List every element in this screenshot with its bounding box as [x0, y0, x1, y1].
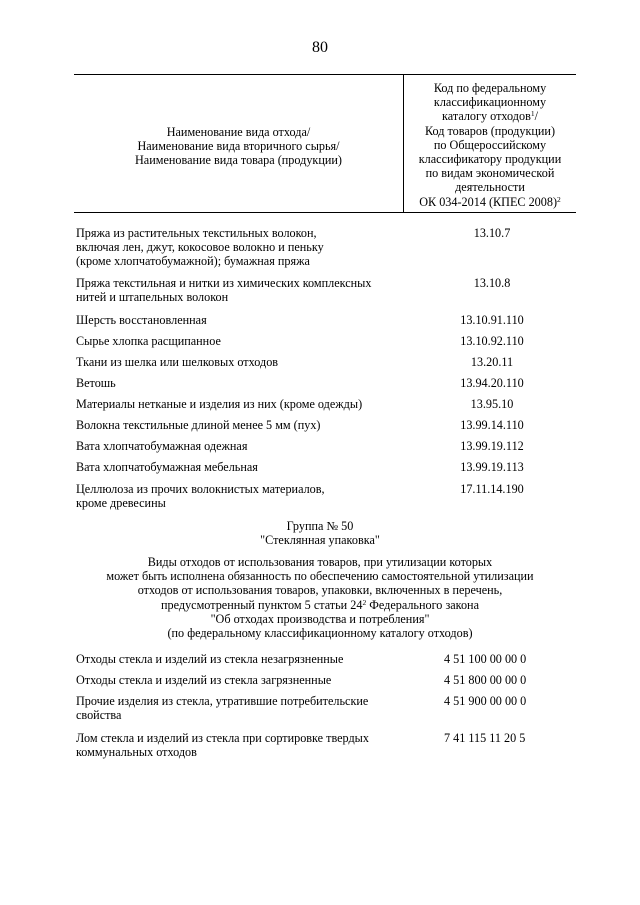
row-name [76, 334, 402, 348]
row-name-line: Вата хлопчатобумажная одежная [76, 439, 248, 453]
row-code: 13.95.10 [470, 397, 514, 411]
row-code: 13.10.8 [473, 276, 511, 290]
description-text: Федерального закона [366, 597, 479, 612]
row-code: 4 51 900 00 00 0 [444, 694, 527, 708]
row-name-line: Вата хлопчатобумажная мебельная [76, 460, 258, 474]
row-name-line: Отходы стекла и изделий из стекла загрязненные [76, 673, 332, 687]
row-name-line: Лом стекла и изделий из стекла при сортировке твердых [76, 731, 369, 745]
table-header [74, 74, 576, 213]
row-code: 13.99.14.110 [460, 418, 524, 432]
footnote-marker: 1 [530, 109, 535, 119]
row-code: 4 51 800 00 00 0 [444, 673, 527, 687]
row-code: 13.10.92.110 [460, 334, 524, 348]
row-code: 7 41 115 11 20 5 [444, 731, 526, 745]
row-name-line: нитей и штапельных волокон [76, 290, 229, 305]
group-title: Группа № 50 [286, 519, 354, 533]
row-name [76, 460, 402, 474]
header-code-line [404, 195, 576, 209]
description-line: отходов от использования товаров, упаковки, включенных в перечень, [137, 583, 503, 598]
row-code: 13.99.19.112 [460, 439, 524, 453]
row-name-line: Прочие изделия из стекла, утратившие потребительские [76, 694, 369, 708]
row-code: 4 51 100 00 00 0 [444, 652, 527, 666]
row-name-line: Пряжа текстильная и нитки из химических комплексных [76, 276, 372, 290]
row-code: 13.94.20.110 [460, 376, 524, 390]
description-line: может быть исполнена обязанность по обеспечению самостоятельной утилизации [106, 569, 534, 584]
header-name-line: Наименование вида товара (продукции) [135, 153, 342, 168]
row-name [76, 313, 402, 327]
row-name-line: коммунальных отходов [76, 745, 197, 760]
row-name [76, 731, 402, 759]
header-name-line: Наименование вида вторичного сырья/ [137, 139, 340, 154]
row-name [76, 376, 402, 390]
header-code-line: по видам экономической [425, 166, 555, 181]
row-code: 13.99.19.113 [460, 460, 524, 474]
row-name-line: Сырье хлопка расщипанное [76, 334, 221, 348]
row-name-line: Материалы нетканые и изделия из них (кроме одежды) [76, 397, 363, 411]
header-code-column [404, 81, 576, 209]
row-name-line: Волокна текстильные длиной менее 5 мм (пух) [76, 418, 321, 432]
description-line [0, 598, 640, 612]
row-name-line: кроме древесины [76, 496, 166, 511]
row-name-line: Ветошь [76, 376, 116, 390]
row-name [76, 694, 402, 722]
row-name-line: Целлюлоза из прочих волокнистых материалов, [76, 482, 325, 496]
row-name-line: Пряжа из растительных текстильных волокон, [76, 226, 317, 240]
header-code-line: Код по федеральному [433, 81, 547, 95]
row-name-line: Отходы стекла и изделий из стекла незагрязненные [76, 652, 344, 666]
description-line: (по федеральному классификационному каталогу отходов) [167, 626, 473, 641]
row-code: 17.11.14.190 [460, 482, 524, 496]
footnote-marker: 2 [557, 194, 561, 204]
header-code-line: по Общероссийскому [433, 137, 547, 152]
header-code-text: / [534, 109, 538, 124]
row-name [76, 652, 402, 666]
row-name [76, 276, 402, 304]
row-name [76, 355, 402, 369]
footnote-marker: 2 [362, 597, 367, 607]
description-text: предусмотренный пунктом 5 статьи 24 [161, 597, 363, 612]
row-name-line: включая лен, джут, кокосовое волокно и пеньку [76, 240, 324, 255]
row-name-line: свойства [76, 708, 122, 723]
row-name [76, 397, 402, 411]
header-code-line [404, 109, 576, 123]
header-code-text: каталогу отходов [442, 109, 531, 124]
row-name [76, 418, 402, 432]
row-name-line: Ткани из шелка или шелковых отходов [76, 355, 279, 369]
group-subtitle: "Стеклянная упаковка" [260, 533, 380, 548]
description-line: "Об отходах производства и потребления" [210, 611, 430, 626]
row-name [76, 226, 402, 269]
header-code-line: классификатору продукции [418, 152, 562, 167]
header-code-line: Код товаров (продукции) [424, 123, 556, 138]
group-heading [0, 519, 640, 547]
header-name-column [74, 125, 403, 168]
description-line: Виды отходов от использования товаров, при утилизации которых [147, 555, 493, 569]
row-name [76, 439, 402, 453]
row-code: 13.10.7 [473, 226, 511, 240]
row-code: 13.10.91.110 [460, 313, 524, 327]
row-name-line: Шерсть восстановленная [76, 313, 207, 327]
row-name [76, 673, 402, 687]
group-description [0, 555, 640, 640]
header-name-line: Наименование вида отхода/ [166, 125, 311, 139]
row-name-line: (кроме хлопчатобумажной); бумажная пряжа [76, 254, 310, 269]
row-name [76, 482, 402, 510]
header-code-line: классификационному [433, 95, 547, 110]
header-code-line: деятельности [455, 180, 525, 195]
page-number: 80 [312, 39, 328, 56]
header-code-text: ОК 034-2014 (КПЕС 2008) [419, 194, 558, 209]
row-code: 13.20.11 [470, 355, 514, 369]
